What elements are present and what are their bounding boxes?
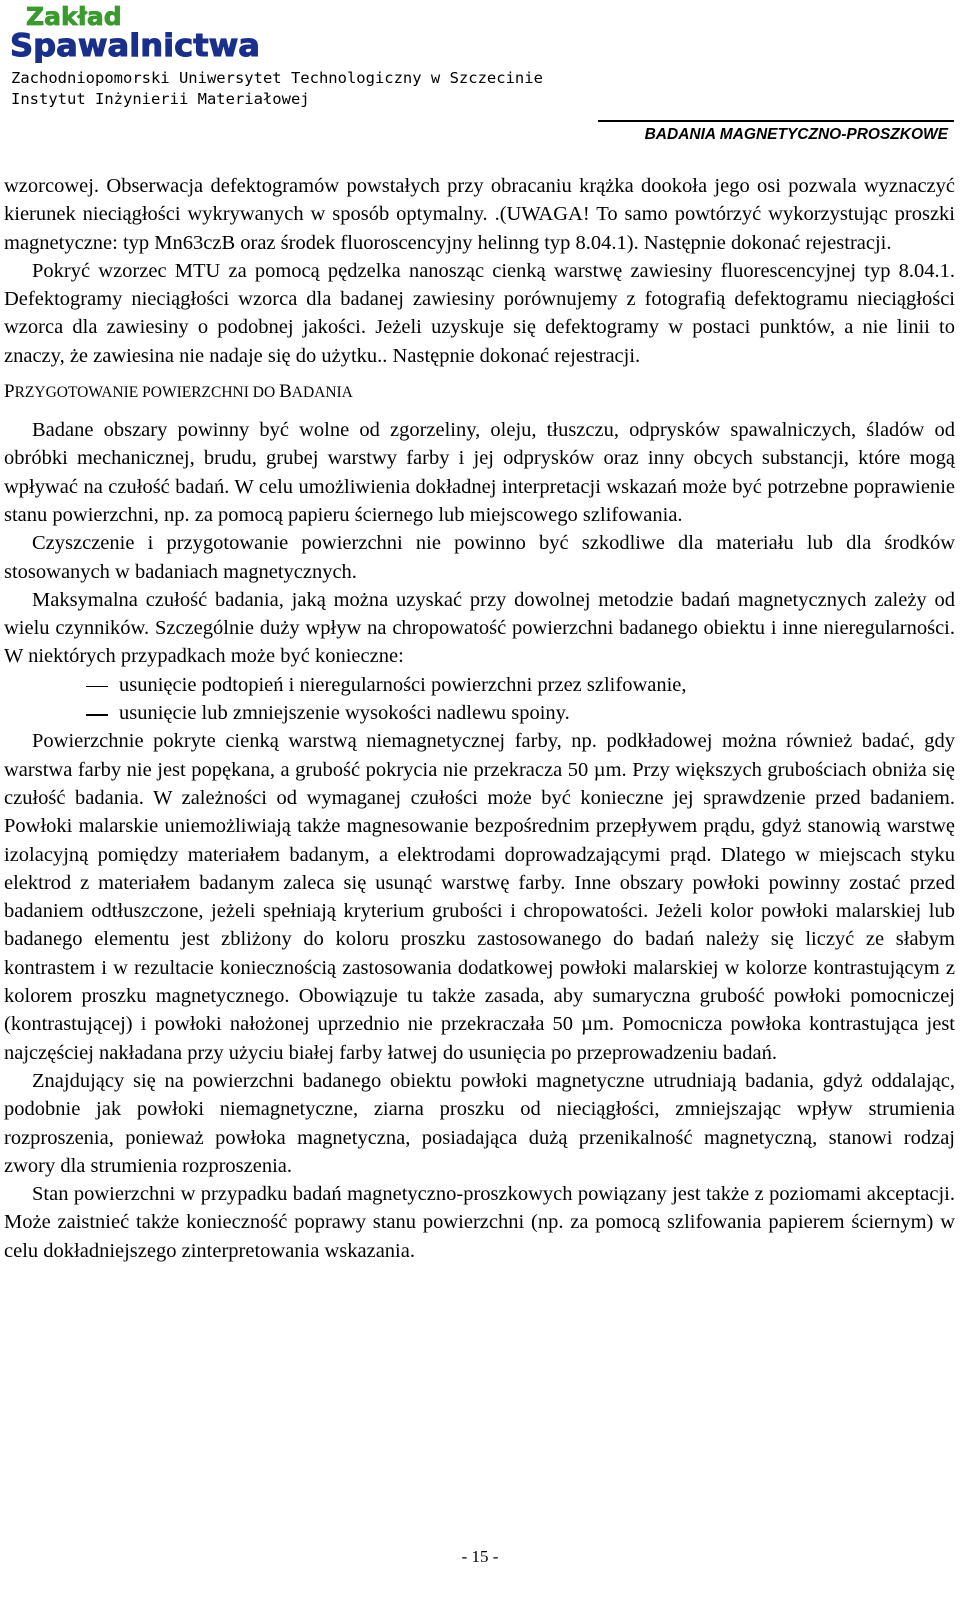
zaklad-spawalnictwa-logo: [10, 2, 310, 64]
heading-text-2: ADANIA: [291, 384, 353, 402]
list-item: usunięcie lub zmniejszenie wysokości nadlewu spoiny.: [4, 699, 955, 727]
heading-capital-1: P: [4, 381, 15, 403]
logo-word-zaklad: Zakład: [26, 2, 122, 31]
heading-capital-2: B: [279, 381, 292, 403]
logo-graphic: [10, 2, 310, 64]
institute-name: Instytut Inżynierii Materiałowej: [11, 90, 310, 108]
paragraph-1: wzorcowej. Obserwacja defektogramów powstałych przy obracaniu krążka dookoła jego osi pozwala wyznaczyć kierunek nieciągłości wykrywanych w sposób optymalny. .(UWAGA! To samo powtórzyć wykorzystując proszki magnetyczne: typ Mn63czB oraz środek fluoroscencyjny helinng typ 8.04.1). Następnie dokonać rejestracji.: [4, 175, 955, 254]
paragraph-5: Maksymalna czułość badania, jaką można uzyskać przy dowolnej metodzie badań magnetycznych zależy od wielu czynników. Szczególnie duży wpływ na chropowatość powierzchni badanego obiektu i inne nieregularności. W niektórych przypadkach może być konieczne:: [4, 588, 955, 668]
document-body: [4, 172, 955, 1265]
section-heading: [4, 382, 955, 403]
university-name: Zachodniopomorski Uniwersytet Technologiczny w Szczecinie: [11, 69, 543, 87]
paragraph-6: Powierzchnie pokryte cienką warstwą niemagnetycznej farby, np. podkładowej można również badać, gdy warstwa farby nie jest popękana, a grubość pokrycia nie przekracza 50 µm. Przy większych grubościach obniża się czułość badania. W zależności od wymaganej czułości może być konieczne jej sprawdzenie przed badaniem. Powłoki malarskie uniemożliwiają także magnesowanie bezpośrednim przepływem prądu, gdyż stanowią warstwę izolacyjną pomiędzy materiałem badanym, a elektrodami doprowadzającymi prąd. Dlatego w miejscach styku elektrod z materiałem badanym zaleca się usunąć warstwę farby. Inne obszary powłoki powinny zostać przed badaniem odtłuszczone, jeżeli spełniają kryterium grubości i chropowatości. Jeżeli kolor powłoki malarskiej lub badanego elementu jest zbliżony do koloru proszku zastosowanego do badań należy się liczyć ze słabym kontrastem i w rezultacie koniecznością zastosowania dodatkowej powłoki malarskiej w kolorze kontrastującym z kolorem proszku magnetycznego. Obowiązuje tu także zasada, aby sumaryczna grubość powłoki pomocniczej (kontrastującej) i powłoki nałożonej uprzednio nie przekraczała 50 µm. Pomocnicza powłoka kontrastująca jest najczęściej nakładana przy użyciu białej farby łatwej do usunięcia po przeprowadzeniu badań.: [4, 730, 955, 1064]
paragraph-4: Czyszczenie i przygotowanie powierzchni nie powinno być szkodliwe dla materiału lub dla środków stosowanych w badaniach magnetycznych.: [4, 532, 955, 583]
paragraph-2: Pokryć wzorzec MTU za pomocą pędzelka nanosząc cienką warstwę zawiesiny fluorescencyjnej typ 8.04.1. Defektogramy nieciągłości wzorca dla badanej zawiesiny porównujemy z fotografią defektogramu nieciągłości wzorca dla zawiesiny o podobnej jakości. Jeżeli uzyskuje się defektogramy w postaci punktów, a nie linii to znaczy, że zawiesina nie nadaje się do użytku.. Następnie dokonać rejestracji.: [4, 259, 955, 367]
paragraph-7: Znajdujący się na powierzchni badanego obiektu powłoki magnetyczne utrudniają badania, gdyż oddalając, podobnie jak powłoki niemagnetyczne, ziarna proszku od nieciągłości, zmniejszając wpływ strumienia rozproszenia, ponieważ powłoka magnetyczna, posiadająca dużą przenikalność magnetyczną, stanowi rodzaj zwory dla strumienia rozproszenia.: [4, 1069, 955, 1177]
logo-word-spawalnictwa: Spawalnictwa: [10, 28, 260, 64]
list-item: usunięcie podtopień i nieregularności powierzchni przez szlifowanie,: [4, 671, 955, 699]
dash-list: [4, 671, 955, 728]
paragraph-8: Stan powierzchni w przypadku badań magnetyczno-proszkowych powiązany jest także z poziomami akceptacji. Może zaistnieć także konieczność poprawy stanu powierzchni (np. za pomocą szlifowania papierem ściernym) w celu dokładniejszego zinterpretowania wskazania.: [4, 1183, 955, 1262]
paragraph-3: Badane obszary powinny być wolne od zgorzeliny, oleju, tłuszczu, odprysków spawalniczych, śladów od obróbki mechanicznej, brudu, grubej warstwy farby i jej odprysków oraz inny obcych substancji, które mogą wpływać na czułość badań. W celu umożliwienia dokładnej interpretacji wskazań może być potrzebne poprawienie stanu powierzchni, np. za pomocą papieru ściernego lub miejscowego szlifowania.: [4, 419, 955, 526]
header-rule: [598, 120, 954, 122]
heading-text-1: RZYGOTOWANIE POWIERZCHNI DO: [14, 384, 280, 402]
section-title: BADANIA MAGNETYCZNO-PROSZKOWE: [644, 126, 948, 143]
page-number: - 15 -: [461, 1547, 499, 1566]
